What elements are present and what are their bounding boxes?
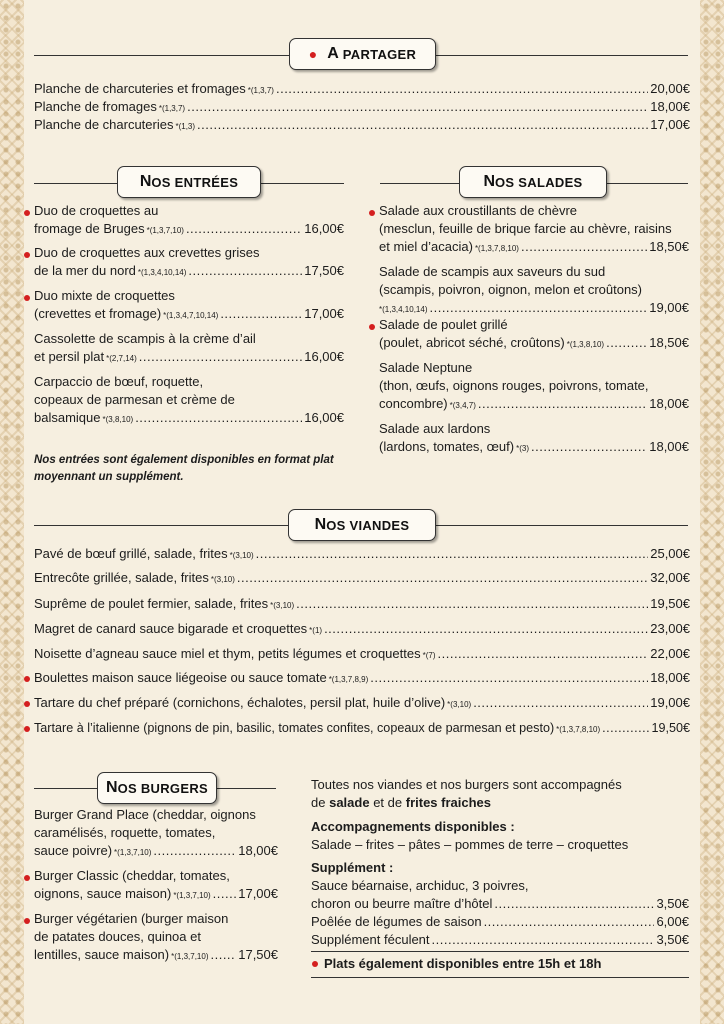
item-line: Burger Classic (cheddar, tomates, <box>34 868 230 883</box>
intro-line: Toutes nos viandes et nos burgers sont accompagnés <box>311 777 622 792</box>
red-bullet-icon <box>24 726 30 732</box>
supplement-price: 3,50€ <box>656 896 689 911</box>
entrees-title-pill <box>117 166 261 198</box>
item-line: de patates douces, quinoa et <box>34 929 201 944</box>
item-line: et persil plat <box>34 349 105 364</box>
item-price-line: (lardons, tomates, œuf) *(3) ..... 18,00€ <box>379 438 689 456</box>
red-bullet-icon <box>24 701 30 707</box>
supplement-price-line <box>311 931 689 949</box>
item-line: Salade Neptune <box>379 360 473 375</box>
supplements-title: Supplément : <box>311 860 394 875</box>
viande-item: Boulettes maison sauce liégeoise ou sauce tomate *(1,3,7,8,9) ..... 18,00€ <box>34 669 690 687</box>
leader-dots <box>296 595 648 613</box>
entrees-note <box>34 452 354 486</box>
item-price-line: balsamique *(3,8,10) ..... 16,00€ <box>34 409 344 427</box>
red-bullet-icon <box>369 210 375 216</box>
partager-title-first: A <box>327 45 339 62</box>
item-price: 25,00€ <box>650 546 690 561</box>
supplement-line: Sauce béarnaise, archiduc, 3 poivres, <box>311 878 529 893</box>
red-bullet-icon <box>369 324 375 330</box>
divider <box>311 951 689 952</box>
item-name: Planche de fromages <box>34 99 157 114</box>
item-price: 23,00€ <box>650 621 690 636</box>
leader-dots <box>484 913 655 931</box>
salades-title-first: N <box>483 173 496 190</box>
viande-item: Tartare à l’italienne (pignons de pin, basilic, tomates confites, copeaux de parmesan et pesto) *(1,3,7,8,10) ..... 19,50€ <box>34 719 690 737</box>
supplement-name: Poêlée de légumes de saison <box>311 914 482 929</box>
leader-dots <box>494 895 654 913</box>
intro-line-2 <box>311 794 691 812</box>
intro-et: et de <box>373 795 403 810</box>
leader-dots <box>432 931 655 949</box>
burgers-title-pill <box>97 772 217 804</box>
item-price: 16,00€ <box>304 410 344 425</box>
item-price-line: de la mer du nord *(1,3,4,10,14) ..... 17,50€ <box>34 262 344 280</box>
item-price-line: sauce poivre) *(1,3,7,10) ..... 18,00€ <box>34 842 278 860</box>
item-price: 32,00€ <box>650 570 690 585</box>
leader-dots <box>256 545 649 563</box>
entrees-title-rest: OS ENTRÉES <box>151 174 239 190</box>
item-line: Salade aux croustillants de chèvre <box>379 203 578 218</box>
item-price: 19,00€ <box>650 695 690 710</box>
supplement-price-line <box>311 913 689 931</box>
item-line: Salade de poulet grillé <box>379 317 508 332</box>
item-price: 17,50€ <box>304 263 344 278</box>
item-line: Burger végétarien (burger maison <box>34 911 229 926</box>
intro-salade: salade <box>329 795 370 810</box>
item-price: 20,00€ <box>650 81 690 96</box>
item-line: copeaux de parmesan et crème de <box>34 392 235 407</box>
item-name: Suprême de poulet fermier, salade, frites <box>34 596 269 611</box>
red-bullet-icon <box>24 676 30 682</box>
item-price: 19,50€ <box>650 596 690 611</box>
accompaniments <box>311 818 691 854</box>
salades-title-pill <box>459 166 607 198</box>
item-name: Pavé de bœuf grillé, salade, frites <box>34 546 228 561</box>
intro-frites: frites fraiches <box>405 795 492 810</box>
item-price: 18,00€ <box>238 843 278 858</box>
leader-dots <box>213 885 237 903</box>
item-price: 18,00€ <box>649 439 689 454</box>
entree-item <box>34 287 344 323</box>
item-price: 17,50€ <box>238 947 278 962</box>
red-bullet-icon <box>312 961 318 967</box>
entrees-title-first: N <box>139 173 152 190</box>
burger-item <box>34 910 278 964</box>
partager-title-rest: PARTAGER <box>342 46 417 62</box>
plats-note: Plats également disponibles entre 15h et 18h <box>324 956 602 971</box>
leader-dots <box>187 98 648 116</box>
leader-dots <box>438 645 649 663</box>
item-price: 19,50€ <box>651 721 690 735</box>
partager-title-pill <box>289 38 436 70</box>
item-price: 18,00€ <box>649 396 689 411</box>
leader-dots <box>606 334 647 352</box>
leader-dots <box>473 694 648 712</box>
accompaniments-title: Accompagnements disponibles : <box>311 819 515 834</box>
viande-item: Entrecôte grillée, salade, frites *(3,10) ..... 32,00€ <box>34 569 690 587</box>
burger-item <box>34 867 278 903</box>
item-price: 22,00€ <box>650 646 690 661</box>
supplement-price: 3,50€ <box>656 932 689 947</box>
viandes-title-pill <box>288 509 436 541</box>
bullet-icon: ● <box>308 46 318 62</box>
viande-item: Noisette d’agneau sauce miel et thym, petits légumes et croquettes *(7) ..... 22,00€ <box>34 645 690 663</box>
supplement-name: Supplément féculent <box>311 932 430 947</box>
item-price: 16,00€ <box>304 349 344 364</box>
item-price: 17,00€ <box>650 117 690 132</box>
entree-item <box>34 330 344 366</box>
item-line: oignons, sauce maison) <box>34 886 172 901</box>
viande-item: Suprême de poulet fermier, salade, frites *(3,10) ..... 19,50€ <box>34 595 690 613</box>
leader-dots <box>478 395 647 413</box>
item-price: 18,50€ <box>649 239 689 254</box>
intro-de: de <box>311 795 326 810</box>
item-price: 17,00€ <box>304 306 344 321</box>
partager-item: Planche de charcuteries et fromages *(1,3,7) ..... 20,00€ <box>34 80 690 98</box>
accompaniment-intro <box>311 776 691 812</box>
entree-item <box>34 202 344 238</box>
partager-item: Planche de fromages *(1,3,7) ..... 18,00€ <box>34 98 690 116</box>
leader-dots <box>139 348 302 366</box>
viande-item: Tartare du chef préparé (cornichons, échalotes, persil plat, huile d’olive) *(3,10) ..... 19,00€ <box>34 694 690 712</box>
note-line: Nos entrées sont également disponibles en format plat <box>34 454 334 466</box>
leader-dots <box>186 220 302 238</box>
leader-dots <box>237 569 648 587</box>
leader-dots <box>521 238 647 256</box>
leader-dots <box>135 409 302 427</box>
supplement-name: choron ou beurre maître d’hôtel <box>311 896 493 911</box>
item-name: Planche de charcuteries <box>34 117 174 132</box>
viandes-title-first: N <box>314 516 327 533</box>
salade-item <box>379 420 689 456</box>
entree-item <box>34 373 344 427</box>
item-price-line: lentilles, sauce maison) *(1,3,7,10) ..... 17,50€ <box>34 946 278 964</box>
item-line: concombre) <box>379 396 448 411</box>
salades-title-rest: OS SALADES <box>495 174 583 190</box>
divider <box>311 977 689 978</box>
item-line: (thon, œufs, oignons rouges, poivrons, tomate, <box>379 378 649 393</box>
item-line: (scampis, poivron, oignon, melon et croûtons) <box>379 282 643 297</box>
item-line: Duo de croquettes au <box>34 203 159 218</box>
salade-item <box>379 359 689 413</box>
item-name: Entrecôte grillée, salade, frites <box>34 570 209 585</box>
item-line: lentilles, sauce maison) <box>34 947 170 962</box>
supplements <box>311 859 689 949</box>
leader-dots <box>220 305 302 323</box>
item-name: Tartare à l’italienne (pignons de pin, basilic, tomates confites, copeaux de parmesan et pesto) <box>34 721 555 735</box>
item-name: Noisette d’agneau sauce miel et thym, petits légumes et croquettes <box>34 646 421 661</box>
item-name: Tartare du chef préparé (cornichons, échalotes, persil plat, huile d’olive) <box>34 695 446 710</box>
leader-dots <box>210 946 236 964</box>
item-line: Cassolette de scampis à la crème d’ail <box>34 331 256 346</box>
accompaniments-list: Salade – frites – pâtes – pommes de terre – croquettes <box>311 837 629 852</box>
item-line: Salade de scampis aux saveurs du sud <box>379 264 606 279</box>
item-price: 17,00€ <box>238 886 278 901</box>
red-bullet-icon <box>24 295 30 301</box>
leader-dots <box>197 116 648 134</box>
item-line: Burger Grand Place (cheddar, oignons <box>34 807 256 822</box>
item-line: Salade aux lardons <box>379 421 491 436</box>
item-name: Magret de canard sauce bigarade et croquettes <box>34 621 308 636</box>
item-name: Planche de charcuteries et fromages <box>34 81 246 96</box>
item-line: (lardons, tomates, œuf) <box>379 439 515 454</box>
salade-item <box>379 202 689 256</box>
item-name: Boulettes maison sauce liégeoise ou sauce tomate <box>34 670 327 685</box>
item-price: 18,50€ <box>649 335 689 350</box>
partager-item: Planche de charcuteries *(1,3) ..... 17,00€ <box>34 116 690 134</box>
item-line: caramélisés, roquette, tomates, <box>34 825 216 840</box>
viande-item: Pavé de bœuf grillé, salade, frites *(3,10) ..... 25,00€ <box>34 545 690 563</box>
burgers-title-first: N <box>106 779 118 796</box>
item-price-line: et miel d’acacia) *(1,3,7,8,10) ..... 18,50€ <box>379 238 689 256</box>
item-line: Duo de croquettes aux crevettes grises <box>34 245 260 260</box>
item-line: sauce poivre) <box>34 843 113 858</box>
supplement-price-line <box>311 895 689 913</box>
item-price-line: fromage de Bruges *(1,3,7,10) ..... 16,00€ <box>34 220 344 238</box>
item-price-line: oignons, sauce maison) *(1,3,7,10) ..... 17,00€ <box>34 885 278 903</box>
red-bullet-icon <box>24 875 30 881</box>
item-price-line: (poulet, abricot séché, croûtons) *(1,3,8,10) ..... 18,50€ <box>379 334 689 352</box>
leader-dots <box>188 262 302 280</box>
item-line: (mesclun, feuille de brique farcie au chèvre, raisins <box>379 221 672 236</box>
item-line: fromage de Bruges <box>34 221 145 236</box>
item-price-line: et persil plat *(2,7,14) ..... 16,00€ <box>34 348 344 366</box>
item-line: (poulet, abricot séché, croûtons) <box>379 335 565 350</box>
item-line: balsamique <box>34 410 101 425</box>
viande-item: Magret de canard sauce bigarade et croquettes *(1) ..... 23,00€ <box>34 620 690 638</box>
salade-item <box>379 316 689 352</box>
item-price: 16,00€ <box>304 221 344 236</box>
item-price-line: (crevettes et fromage) *(1,3,4,7,10,14) ..... 17,00€ <box>34 305 344 323</box>
item-price: 18,00€ <box>650 99 690 114</box>
item-price-line: *(1,3,4,10,14) ..... 19,00€ <box>379 299 689 317</box>
burgers-title-rest: OS BURGERS <box>117 780 208 796</box>
burger-item <box>34 806 278 860</box>
item-line: (crevettes et fromage) <box>34 306 162 321</box>
item-line: et miel d’acacia) <box>379 239 473 254</box>
leader-dots <box>531 438 647 456</box>
leader-dots <box>429 299 647 317</box>
supplement-price: 6,00€ <box>656 914 689 929</box>
item-price: 19,00€ <box>649 300 689 315</box>
red-bullet-icon <box>24 252 30 258</box>
item-line: Carpaccio de bœuf, roquette, <box>34 374 204 389</box>
leader-dots <box>153 842 236 860</box>
note-line: moyennant un supplément. <box>34 471 184 483</box>
entree-item <box>34 244 344 280</box>
item-line: Duo mixte de croquettes <box>34 288 175 303</box>
item-price: 18,00€ <box>650 670 690 685</box>
leader-dots <box>276 80 648 98</box>
red-bullet-icon <box>24 210 30 216</box>
leader-dots <box>324 620 648 638</box>
item-price-line: concombre) *(3,4,7) ..... 18,00€ <box>379 395 689 413</box>
item-line: de la mer du nord <box>34 263 136 278</box>
leader-dots <box>370 669 648 687</box>
leader-dots <box>602 719 649 737</box>
red-bullet-icon <box>24 918 30 924</box>
viandes-title-rest: OS VIANDES <box>326 517 410 533</box>
salade-item <box>379 263 689 317</box>
